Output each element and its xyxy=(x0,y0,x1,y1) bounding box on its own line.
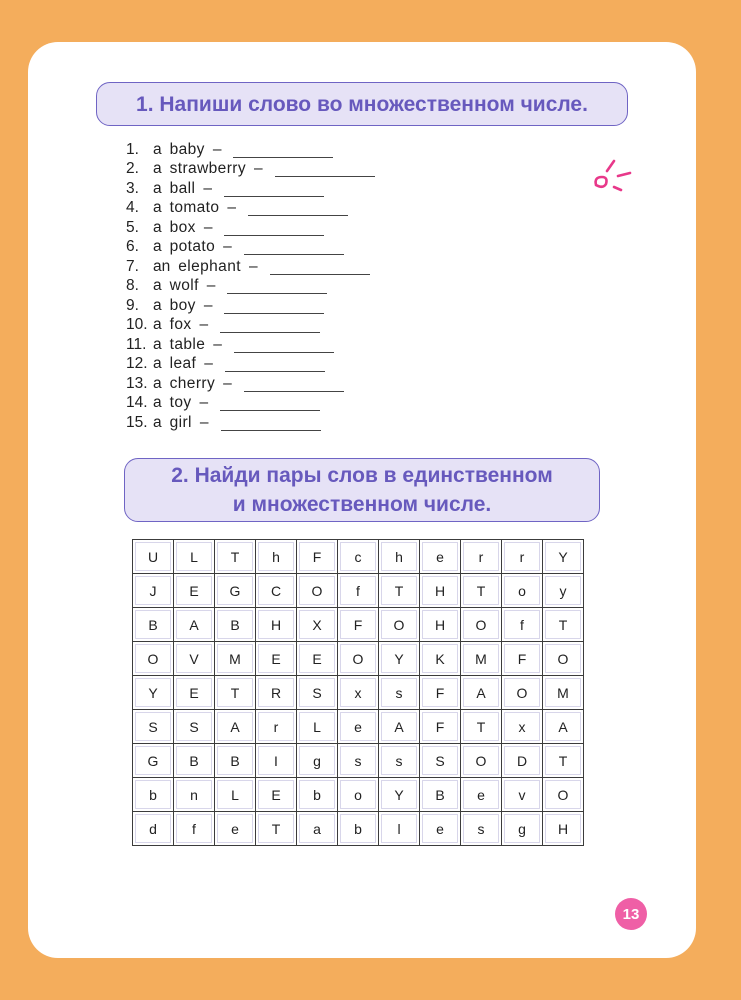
grid-cell[interactable]: H xyxy=(256,608,297,642)
section1-title-text: 1. Напиши слово во множественном числе. xyxy=(136,92,588,116)
item-dash: – xyxy=(253,160,263,178)
section2-title-line2: и множественном числе. xyxy=(232,493,492,516)
grid-cell[interactable]: e xyxy=(420,812,461,846)
answer-blank[interactable] xyxy=(234,339,334,353)
grid-cell[interactable]: o xyxy=(502,574,543,608)
grid-cell[interactable]: V xyxy=(174,642,215,676)
grid-cell[interactable]: A xyxy=(379,710,420,744)
grid-row xyxy=(132,539,584,574)
list-item xyxy=(126,355,375,375)
list-item xyxy=(126,199,375,219)
grid-cell[interactable]: B xyxy=(420,778,461,812)
item-word: fox xyxy=(169,316,192,334)
grid-cell[interactable]: x xyxy=(502,710,543,744)
grid-cell[interactable]: X xyxy=(297,608,338,642)
item-word: girl xyxy=(169,413,192,431)
item-article: a xyxy=(153,160,162,178)
item-dash: – xyxy=(199,394,209,412)
item-article: a xyxy=(153,199,162,217)
list-item xyxy=(126,160,375,180)
section2-title xyxy=(124,458,600,522)
grid-cell[interactable]: l xyxy=(379,812,420,846)
item-dash: – xyxy=(227,199,237,217)
grid-cell[interactable]: A xyxy=(174,608,215,642)
grid-cell[interactable]: g xyxy=(502,812,543,846)
grid-cell[interactable]: E xyxy=(256,778,297,812)
grid-cell[interactable]: b xyxy=(297,778,338,812)
item-dash: – xyxy=(213,335,222,353)
item-word: ball xyxy=(169,179,196,197)
grid-cell[interactable]: r xyxy=(256,710,297,744)
item-number: 5. xyxy=(126,218,139,236)
answer-blank[interactable] xyxy=(224,222,324,236)
grid-cell[interactable]: M xyxy=(215,642,256,676)
grid-cell[interactable]: O xyxy=(543,778,584,812)
item-article: a xyxy=(153,218,162,236)
answer-blank[interactable] xyxy=(244,241,344,255)
grid-cell[interactable]: B xyxy=(215,608,256,642)
item-word: baby xyxy=(169,140,205,158)
item-dash: – xyxy=(248,257,258,275)
item-dash: – xyxy=(203,296,213,314)
item-article: a xyxy=(153,238,162,256)
grid-cell[interactable]: f xyxy=(338,574,379,608)
worksheet-page xyxy=(28,42,696,958)
section1-title xyxy=(96,82,628,126)
item-dash: – xyxy=(199,413,209,431)
item-number: 6. xyxy=(126,238,139,256)
grid-cell[interactable]: M xyxy=(543,676,584,710)
list-item xyxy=(126,140,375,160)
grid-cell[interactable]: T xyxy=(215,539,256,574)
grid-cell[interactable]: T xyxy=(543,608,584,642)
answer-blank[interactable] xyxy=(221,417,321,431)
grid-cell[interactable]: I xyxy=(256,744,297,778)
grid-cell[interactable]: Y xyxy=(379,642,420,676)
grid-cell[interactable]: y xyxy=(543,574,584,608)
grid-cell[interactable]: h xyxy=(379,539,420,574)
grid-cell[interactable]: L xyxy=(297,710,338,744)
grid-cell[interactable]: B xyxy=(174,744,215,778)
item-article: a xyxy=(153,179,162,197)
list-item xyxy=(126,374,375,394)
grid-cell[interactable]: T xyxy=(461,710,502,744)
answer-blank[interactable] xyxy=(220,319,320,333)
grid-cell[interactable]: L xyxy=(174,539,215,574)
grid-cell[interactable]: H xyxy=(543,812,584,846)
answer-blank[interactable] xyxy=(248,202,348,216)
letter-grid xyxy=(132,539,584,846)
grid-cell[interactable]: S xyxy=(297,676,338,710)
item-article: a xyxy=(153,355,162,373)
item-article: an xyxy=(153,257,171,275)
sparkle-icon xyxy=(588,157,638,197)
grid-cell[interactable]: G xyxy=(215,574,256,608)
item-article: a xyxy=(153,413,162,431)
item-article: a xyxy=(153,335,162,353)
item-number: 10. xyxy=(126,316,148,334)
item-word: leaf xyxy=(169,355,197,373)
item-number: 12. xyxy=(126,355,148,373)
grid-cell[interactable]: E xyxy=(297,642,338,676)
grid-cell[interactable]: A xyxy=(215,710,256,744)
grid-row xyxy=(132,574,584,608)
page-number-badge xyxy=(615,898,647,930)
list-item xyxy=(126,394,375,414)
item-dash: – xyxy=(199,316,209,334)
item-word: box xyxy=(169,218,196,236)
grid-cell[interactable]: n xyxy=(174,778,215,812)
grid-cell[interactable]: r xyxy=(461,539,502,574)
grid-cell[interactable]: J xyxy=(132,574,174,608)
answer-blank[interactable] xyxy=(233,144,333,158)
grid-cell[interactable]: O xyxy=(543,642,584,676)
grid-cell[interactable]: x xyxy=(338,676,379,710)
grid-cell[interactable]: s xyxy=(338,744,379,778)
grid-cell[interactable]: a xyxy=(297,812,338,846)
list-item xyxy=(126,218,375,238)
grid-cell[interactable]: M xyxy=(461,642,502,676)
item-number: 11. xyxy=(126,335,147,353)
page-number: 13 xyxy=(622,905,640,923)
item-dash: – xyxy=(223,238,232,256)
item-dash: – xyxy=(204,355,213,373)
item-word: strawberry xyxy=(169,160,246,178)
list-item xyxy=(126,179,375,199)
item-number: 1. xyxy=(126,140,139,158)
grid-row xyxy=(132,710,584,744)
grid-cell[interactable]: b xyxy=(132,778,174,812)
grid-cell[interactable]: b xyxy=(338,812,379,846)
grid-cell[interactable]: f xyxy=(174,812,215,846)
section2-title-line1: 2. Найди пары слов в единственном xyxy=(171,464,553,487)
item-dash: – xyxy=(203,218,213,236)
item-dash: – xyxy=(223,374,232,392)
item-number: 14. xyxy=(126,394,148,412)
grid-cell[interactable]: e xyxy=(338,710,379,744)
grid-cell[interactable]: s xyxy=(379,744,420,778)
grid-cell[interactable]: g xyxy=(297,744,338,778)
answer-blank[interactable] xyxy=(270,261,370,275)
list-item xyxy=(126,277,375,297)
answer-blank[interactable] xyxy=(225,358,325,372)
item-dash: – xyxy=(212,140,222,158)
grid-cell[interactable]: S xyxy=(420,744,461,778)
grid-cell[interactable]: O xyxy=(338,642,379,676)
list-item xyxy=(126,413,375,433)
grid-row xyxy=(132,812,584,846)
grid-cell[interactable]: O xyxy=(461,608,502,642)
item-word: cherry xyxy=(169,374,216,392)
grid-cell[interactable]: C xyxy=(256,574,297,608)
grid-cell[interactable]: e xyxy=(461,778,502,812)
grid-cell[interactable]: O xyxy=(132,642,174,676)
grid-cell[interactable]: K xyxy=(420,642,461,676)
grid-row xyxy=(132,744,584,778)
grid-cell[interactable]: H xyxy=(420,608,461,642)
grid-cell[interactable]: T xyxy=(256,812,297,846)
grid-cell[interactable]: F xyxy=(502,642,543,676)
grid-cell[interactable]: U xyxy=(132,539,174,574)
grid-cell[interactable]: E xyxy=(174,676,215,710)
word-list xyxy=(126,140,375,433)
grid-cell[interactable]: c xyxy=(338,539,379,574)
grid-cell[interactable]: Y xyxy=(379,778,420,812)
grid-cell[interactable]: O xyxy=(461,744,502,778)
grid-cell[interactable]: T xyxy=(461,574,502,608)
item-number: 8. xyxy=(126,277,139,295)
grid-cell[interactable]: F xyxy=(338,608,379,642)
grid-cell[interactable]: O xyxy=(379,608,420,642)
item-number: 7. xyxy=(126,257,139,275)
grid-cell[interactable]: f xyxy=(502,608,543,642)
grid-cell[interactable]: T xyxy=(379,574,420,608)
answer-blank[interactable] xyxy=(224,183,324,197)
item-article: a xyxy=(153,277,162,295)
item-number: 13. xyxy=(126,374,148,392)
list-item xyxy=(126,316,375,336)
item-article: a xyxy=(153,316,162,334)
grid-cell[interactable]: v xyxy=(502,778,543,812)
grid-cell[interactable]: L xyxy=(215,778,256,812)
answer-blank[interactable] xyxy=(224,300,324,314)
grid-cell[interactable]: Y xyxy=(543,539,584,574)
grid-cell[interactable]: S xyxy=(174,710,215,744)
item-article: a xyxy=(153,374,162,392)
grid-cell[interactable]: O xyxy=(297,574,338,608)
item-article: a xyxy=(153,140,162,158)
item-number: 2. xyxy=(126,160,139,178)
item-number: 15. xyxy=(126,413,148,431)
list-item xyxy=(126,238,375,258)
grid-cell[interactable]: o xyxy=(338,778,379,812)
item-number: 9. xyxy=(126,296,139,314)
list-item xyxy=(126,296,375,316)
item-word: wolf xyxy=(169,277,199,295)
grid-cell[interactable]: s xyxy=(379,676,420,710)
item-article: a xyxy=(153,296,162,314)
answer-blank[interactable] xyxy=(275,163,375,177)
grid-cell[interactable]: E xyxy=(174,574,215,608)
grid-cell[interactable]: G xyxy=(132,744,174,778)
item-article: a xyxy=(153,394,162,412)
grid-cell[interactable]: B xyxy=(215,744,256,778)
grid-cell[interactable]: B xyxy=(132,608,174,642)
grid-cell[interactable]: e xyxy=(215,812,256,846)
grid-cell[interactable]: E xyxy=(256,642,297,676)
item-word: boy xyxy=(169,296,196,314)
grid-row xyxy=(132,778,584,812)
grid-cell[interactable]: d xyxy=(132,812,174,846)
grid-cell[interactable]: e xyxy=(420,539,461,574)
grid-cell[interactable]: Y xyxy=(132,676,174,710)
answer-blank[interactable] xyxy=(220,397,320,411)
grid-cell[interactable]: T xyxy=(543,744,584,778)
answer-blank[interactable] xyxy=(244,378,344,392)
list-item xyxy=(126,335,375,355)
item-dash: – xyxy=(203,179,212,197)
grid-cell[interactable]: F xyxy=(420,676,461,710)
item-word: table xyxy=(169,335,206,353)
grid-cell[interactable]: S xyxy=(132,710,174,744)
grid-cell[interactable]: F xyxy=(420,710,461,744)
item-number: 4. xyxy=(126,199,139,217)
item-word: tomato xyxy=(169,199,220,217)
grid-cell[interactable]: h xyxy=(256,539,297,574)
grid-cell[interactable]: H xyxy=(420,574,461,608)
grid-cell[interactable]: r xyxy=(502,539,543,574)
grid-cell[interactable]: D xyxy=(502,744,543,778)
item-word: toy xyxy=(169,394,192,412)
item-number: 3. xyxy=(126,179,139,197)
item-word: potato xyxy=(169,238,216,256)
grid-row xyxy=(132,676,584,710)
item-word: elephant xyxy=(178,257,241,275)
grid-cell[interactable]: O xyxy=(502,676,543,710)
grid-row xyxy=(132,642,584,676)
grid-cell[interactable]: A xyxy=(543,710,584,744)
list-item xyxy=(126,257,375,277)
answer-blank[interactable] xyxy=(227,280,327,294)
grid-row xyxy=(132,608,584,642)
grid-cell[interactable]: T xyxy=(215,676,256,710)
item-dash: – xyxy=(206,277,216,295)
grid-cell[interactable]: R xyxy=(256,676,297,710)
grid-cell[interactable]: F xyxy=(297,539,338,574)
grid-cell[interactable]: A xyxy=(461,676,502,710)
grid-cell[interactable]: s xyxy=(461,812,502,846)
